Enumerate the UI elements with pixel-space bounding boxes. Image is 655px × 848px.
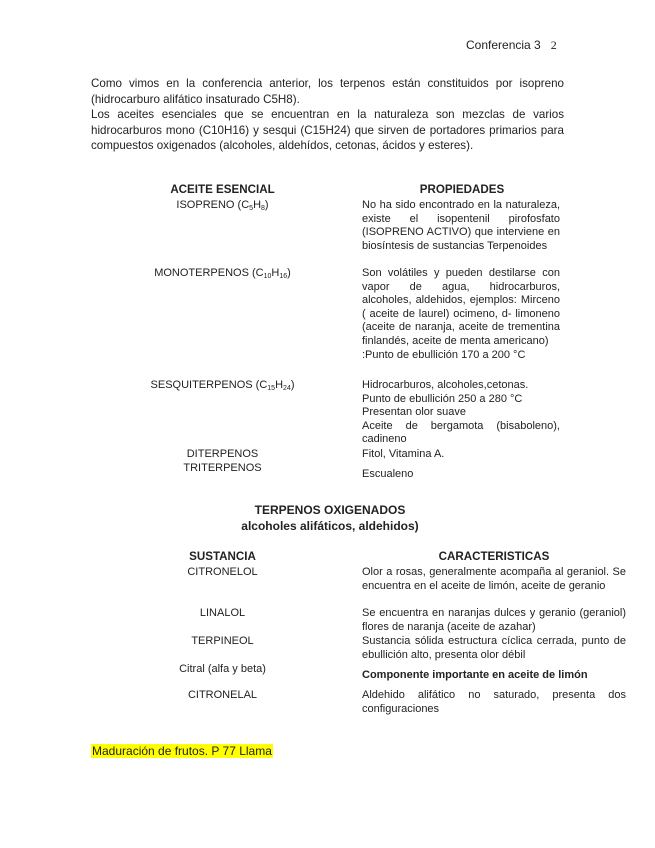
page-header [466, 38, 557, 53]
table1-row-prop: Escualeno [362, 468, 414, 480]
table2-row-desc: Componente importante en aceite de limón [362, 669, 588, 681]
table1-row-name: SESQUITERPENOS $(C_{15}H_{24})$ [150, 379, 295, 392]
table1-row-prop: No ha sido encontrado en la naturaleza, existe el isopentenil pirofosfato (ISOPRENO ACTIVO) que interviene en biosíntesis de sustancias Terpenoides [362, 199, 560, 252]
page-number: 2 [550, 38, 557, 52]
table1-row-name: MONOTERPENOS $(C_{10}H_{16})$ [154, 267, 291, 280]
header-title: Conferencia 3 [466, 38, 541, 52]
table2-row-name: CITRONELOL [187, 566, 258, 578]
table1-row-prop: Fitol, Vitamina A. [362, 448, 445, 460]
table2-row-name: TERPINEOL [191, 635, 254, 647]
intro-text [91, 76, 564, 154]
table2-row-desc: Sustancia sólida estructura cíclica cerrada, punto de ebullición alto, presenta olor débil [362, 635, 626, 661]
section-subtitle: alcoholes alifáticos, aldehidos) [241, 519, 419, 533]
table1-header-propiedades: PROPIEDADES [419, 183, 505, 196]
intro-paragraph-2: Los aceites esenciales que se encuentran en la naturaleza son mezclas de varios hidrocarburos mono (C10H16) y sesqui (C15H24) que sirven de portadores primarios para compuestos oxigenados (alcoholes, aldehídos, cetonas, ácidos y esteres). [91, 108, 564, 152]
table2-header-sustancia: SUSTANCIA [189, 550, 256, 563]
table1-row-name: ISOPRENO $(C_5H_8)$ [176, 199, 269, 212]
table1-row-prop: Hidrocarburos, alcoholes,cetonas. Punto de ebullición 250 a 280 °C Presentan olor suave Aceite de bergamota (bisaboleno), cadineno [362, 379, 560, 446]
table1-row-prop: Son volátiles y pueden destilarse con vapor de agua, hidrocarburos, alcoholes, aldehidos, ejemplos: Mirceno ( aceite de laurel) ocimeno, d- limoneno (aceite de naranja, aceite de trementina finlandés, aceite de menta americano) :Punto de ebullición 170 a 200 °C [362, 267, 560, 361]
table2-row-name: CITRONELAL [187, 689, 258, 701]
table2-row-desc: Se encuentra en naranjas dulces y geranio (geraniol) flores de naranja (aceite de azahar) [362, 607, 626, 633]
table2-row-desc: Olor a rosas, generalmente acompaña al geraniol. Se encuentra en el aceite de limón, aceite de geranio [362, 566, 626, 592]
table2-row-name: Citral (alfa y beta) [179, 663, 266, 675]
intro-paragraph-1: Como vimos en la conferencia anterior, los terpenos están constituidos por isopreno (hidrocarburo alifático insaturado C5H8). [91, 77, 564, 106]
table1-header-aceite: ACEITE ESENCIAL [170, 183, 275, 196]
table2-header-caracteristicas: CARACTERISTICAS [438, 550, 550, 563]
table1-row-name: DITERPENOS [186, 448, 259, 460]
section-title: TERPENOS OXIGENADOS [254, 503, 406, 517]
highlighted-note: Maduración de frutos. P 77 Llama [92, 744, 272, 758]
table2-row-desc: Aldehido alifático no saturado, presenta dos configuraciones [362, 689, 626, 715]
table1-row-name: TRITERPENOS [183, 462, 262, 474]
table2-row-name: LINALOL [199, 607, 246, 619]
